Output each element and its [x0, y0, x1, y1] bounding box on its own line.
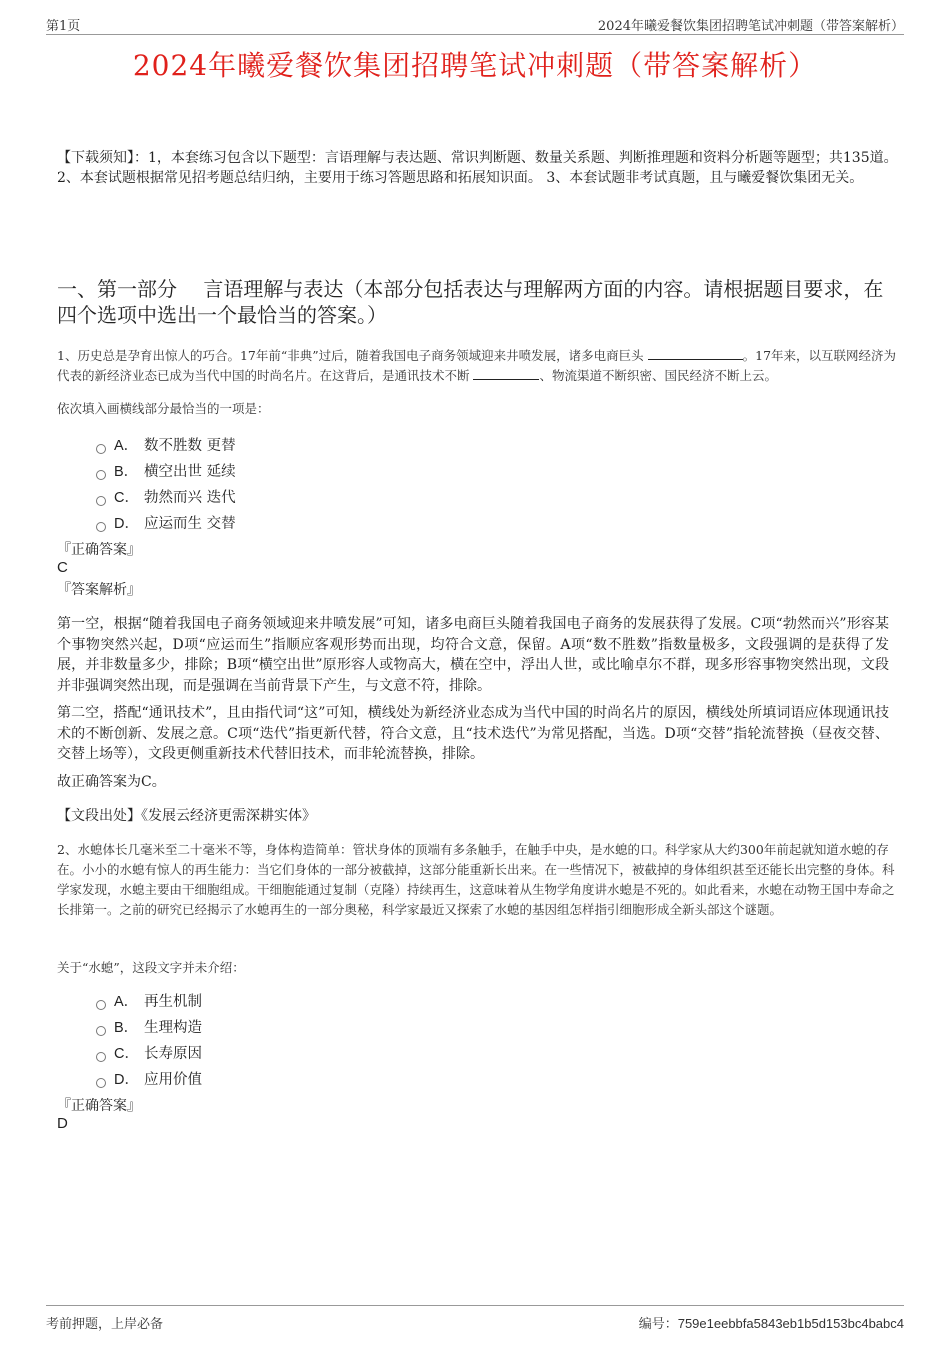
radio-button[interactable] [96, 470, 106, 480]
correct-answer: D [57, 1115, 68, 1132]
question-2-options [96, 989, 202, 1093]
download-notice: 【下载须知】：1，本套练习包含以下题型：言语理解与表达题、常识判断题、数量关系题、判断推理题和资料分析题等题型；共135道。 2、本套试题根据常见招考题总结归纳，主要用于练习答题思路和拓展知识面。 3、本套试题非考试真题，且与曦爱餐饮集团无关。 [57, 150, 898, 186]
analysis-paragraph-2: 第二空，搭配“通讯技术”，且由指代词“这”可知，横线处为新经济业态成为当代中国的时尚名片的原因，横线处所填词语应体现通讯技术的不断创新、发展之意。C项“迭代”指更新代替，符合文意，且“技术迭代”为常见搭配，当选。D项“交替”指轮流替换（昼夜交替、交替上场等），文段更侧重新技术代替旧技术，而非轮流替换，排除。 [57, 705, 889, 762]
option-a[interactable]: A． 再生机制 [96, 989, 202, 1015]
radio-button[interactable] [96, 1000, 106, 1010]
analysis-paragraph-1: 第一空，根据“随着我国电子商务领域迎来井喷发展”可知，诸多电商巨头随着我国电子商务的发展获得了发展。C项“勃然而兴”形容某个事物突然兴起，D项“应运而生”指顺应客观形势而出现，均符合文意，保留。A项“数不胜数”指数量极多，文段强调的是获得了发展，并非数量多少，排除；B项“横空出世”原形容人或物高大，横在空中，浮出人世，或比喻卓尔不群，现多形容事物突然出现，文段并非强调突然出现，而是强调在当前背景下产生，与文意不符，排除。 [57, 616, 889, 694]
correct-answer: C [57, 559, 68, 576]
document-code: 编号：759e1eebbfa5843eb1b5d153bc4babc4 [638, 1316, 904, 1332]
section-heading: 一、第一部分 言语理解与表达（本部分包括表达与理解两方面的内容。请根据题目要求，在四个选项中选出一个最恰当的答案。） [57, 277, 884, 327]
question-1-options [96, 433, 236, 537]
blank-1 [648, 347, 743, 360]
page-number: 第1页 [46, 19, 81, 34]
question-1-text: 1、历史总是孕育出惊人的巧合。17年前“非典”过后，随着我国电子商务领域迎来井喷发展，诸多电商巨头 。17年来，以互联网经济为代表的新经济业态已成为当代中国的时尚名片。在这背后，是通讯技术不断 、物流渠道不断织密、国民经济不断上云。 [57, 348, 897, 383]
source-citation: 【文段出处】《发展云经济更需深耕实体》 [57, 808, 316, 824]
option-d[interactable]: D． 应用价值 [96, 1067, 202, 1093]
option-a[interactable]: A． 数不胜数 更替 [96, 433, 236, 459]
option-c[interactable]: C． 勃然而兴 迭代 [96, 485, 236, 511]
footer-slogan: 考前押题，上岸必备 [46, 1317, 164, 1332]
correct-answer-label: 『正确答案』 [57, 542, 141, 558]
analysis-conclusion: 故正确答案为C。 [57, 774, 166, 790]
option-c[interactable]: C． 长寿原因 [96, 1041, 202, 1067]
question-2-prompt: 关于“水螅”，这段文字并未介绍： [57, 960, 245, 975]
document-title: 2024年曦爱餐饮集团招聘笔试冲刺题（带答案解析） [132, 49, 818, 82]
option-b[interactable]: B． 生理构造 [96, 1015, 202, 1041]
radio-button[interactable] [96, 1078, 106, 1088]
analysis-label: 『答案解析』 [57, 582, 141, 598]
radio-button[interactable] [96, 522, 106, 532]
radio-button[interactable] [96, 444, 106, 454]
blank-2 [473, 367, 539, 380]
page-header [46, 12, 904, 35]
radio-button[interactable] [96, 496, 106, 506]
question-1-prompt: 依次填入画横线部分最恰当的一项是： [57, 401, 270, 416]
question-2-text: 2、水螅体长几毫米至二十毫米不等，身体构造简单：管状身体的顶端有多条触手，在触手中央，是水螅的口。科学家从大约300年前起就知道水螅的存在。小小的水螅有惊人的再生能力：当它们身体的一部分被截掉，这部分能重新长出来。在一些情况下，被截掉的身体组织甚至还能长出完整的身体。科学家发现，水螅主要由干细胞组成。干细胞能通过复制（克隆）持续再生，这意味着从生物学角度讲水螅是不死的。如此看来，水螅在动物王国中寿命之长排第一。之前的研究已经揭示了水螅再生的一部分奥秘，科学家最近又探索了水螅的基因组怎样指引细胞形成全新头部这个谜题。 [57, 842, 895, 917]
radio-button[interactable] [96, 1052, 106, 1062]
running-title: 2024年曦爱餐饮集团招聘笔试冲刺题（带答案解析） [597, 19, 904, 34]
radio-button[interactable] [96, 1026, 106, 1036]
option-d[interactable]: D． 应运而生 交替 [96, 511, 236, 537]
correct-answer-label: 『正确答案』 [57, 1098, 141, 1114]
option-b[interactable]: B． 横空出世 延续 [96, 459, 236, 485]
page-footer [46, 1305, 904, 1334]
